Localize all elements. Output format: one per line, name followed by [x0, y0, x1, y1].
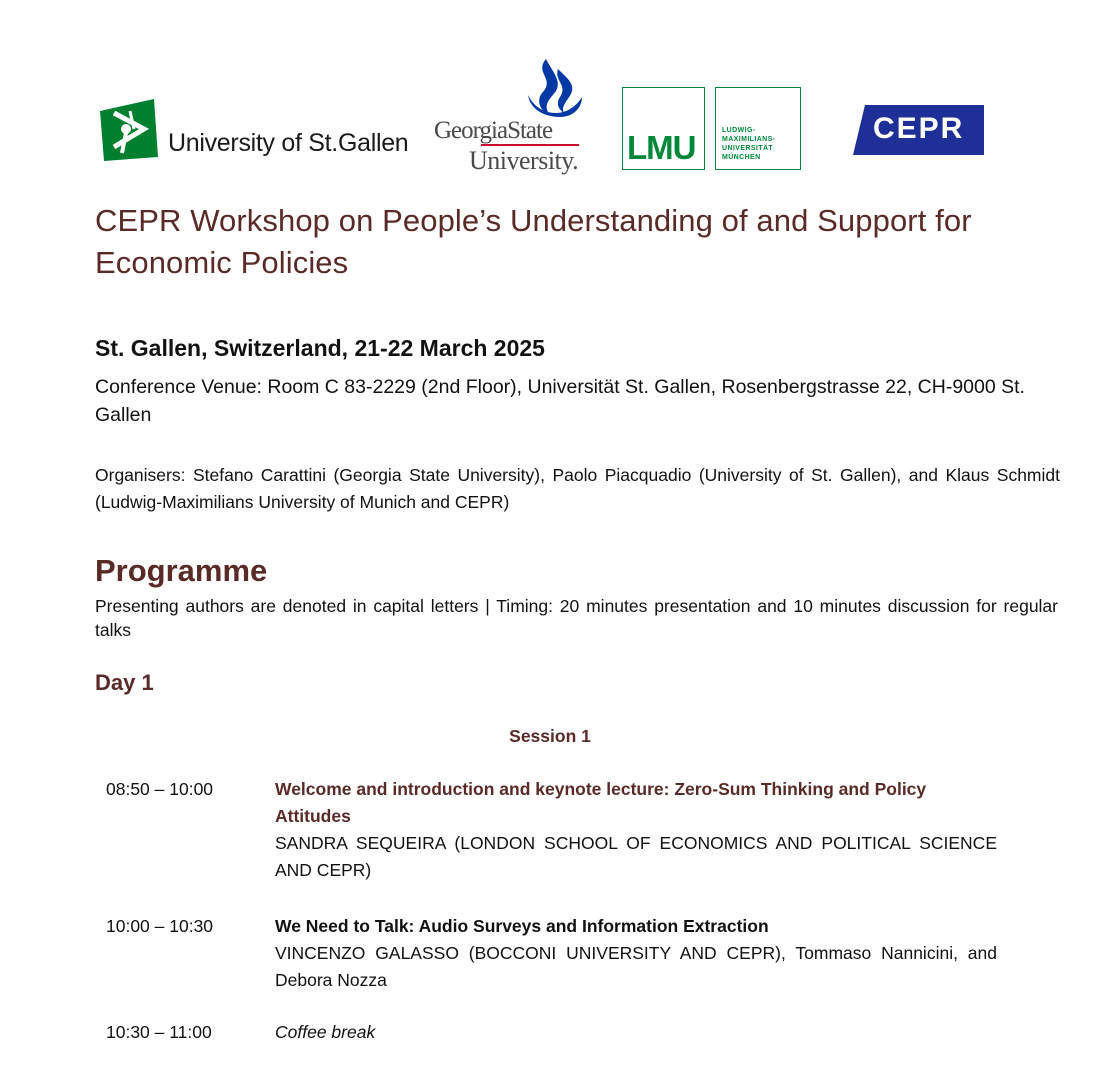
lmu-short-text: LMU [627, 129, 696, 166]
organisers: Organisers: Stefano Carattini (Georgia State University), Paolo Piacquadio (University of St. Gallen), and Klaus Schmidt (Ludwig-Maximilians University of Munich and CEPR) [95, 465, 1060, 512]
talk-authors: VINCENZO GALASSO (BOCCONI UNIVERSITY AND CEPR), Tommaso Nannicini, and Debora Nozza [275, 943, 997, 990]
day-heading: Day 1 [95, 670, 154, 695]
programme-heading: Programme [95, 553, 268, 588]
programme-item [275, 913, 997, 994]
lmu-long-line: MAXIMILIANS- [722, 136, 776, 143]
talk-authors: SANDRA SEQUEIRA (LONDON SCHOOL OF ECONOMICS AND POLITICAL SCIENCE AND CEPR) [275, 833, 997, 880]
time-slot: 10:30 – 11:00 [106, 1022, 212, 1042]
lmu-long-line: UNIVERSITÄT [722, 145, 774, 152]
cepr-logo [853, 105, 984, 155]
lmu-long-line: LUDWIG- [722, 127, 756, 134]
flame-icon [526, 59, 582, 117]
session-heading: Session 1 [509, 726, 591, 746]
gsu-logo [434, 59, 584, 179]
event-location: St. Gallen, Switzerland, 21-22 March 2025 [95, 335, 545, 361]
time-slot: 08:50 – 10:00 [106, 779, 214, 799]
lmu-logo-short [622, 87, 705, 170]
hsg-emblem-icon [100, 99, 158, 161]
talk-title: Welcome and introduction and keynote lecture: Zero-Sum Thinking and Policy Attitudes [275, 779, 927, 826]
page-title: CEPR Workshop on People’s Understanding of and Support for Economic Policies [95, 203, 972, 280]
hsg-logo [100, 99, 410, 161]
lmu-long-line: MÜNCHEN [722, 154, 761, 161]
lmu-logo-long [715, 87, 801, 170]
programme-item [275, 776, 997, 884]
cepr-wordmark: CEPR [873, 112, 965, 145]
gsu-wordmark-line1: GeorgiaState [434, 117, 553, 144]
conference-venue: Conference Venue: Room C 83-2229 (2nd Floor), Universität St. Gallen, Rosenbergstrasse 22, CH-9000 St. Gallen [95, 376, 1025, 426]
programme-item [275, 1019, 997, 1046]
talk-title: We Need to Talk: Audio Surveys and Information Extraction [275, 916, 769, 936]
break-label: Coffee break [275, 1022, 376, 1042]
programme-note: Presenting authors are denoted in capital letters | Timing: 20 minutes presentation and 10 minutes discussion for regular talks [95, 596, 1058, 640]
time-slot: 10:00 – 10:30 [106, 916, 214, 936]
logo-bar [0, 55, 1118, 190]
gsu-wordmark-line2: University. [469, 146, 579, 175]
hsg-wordmark: University of St.Gallen [168, 129, 409, 157]
